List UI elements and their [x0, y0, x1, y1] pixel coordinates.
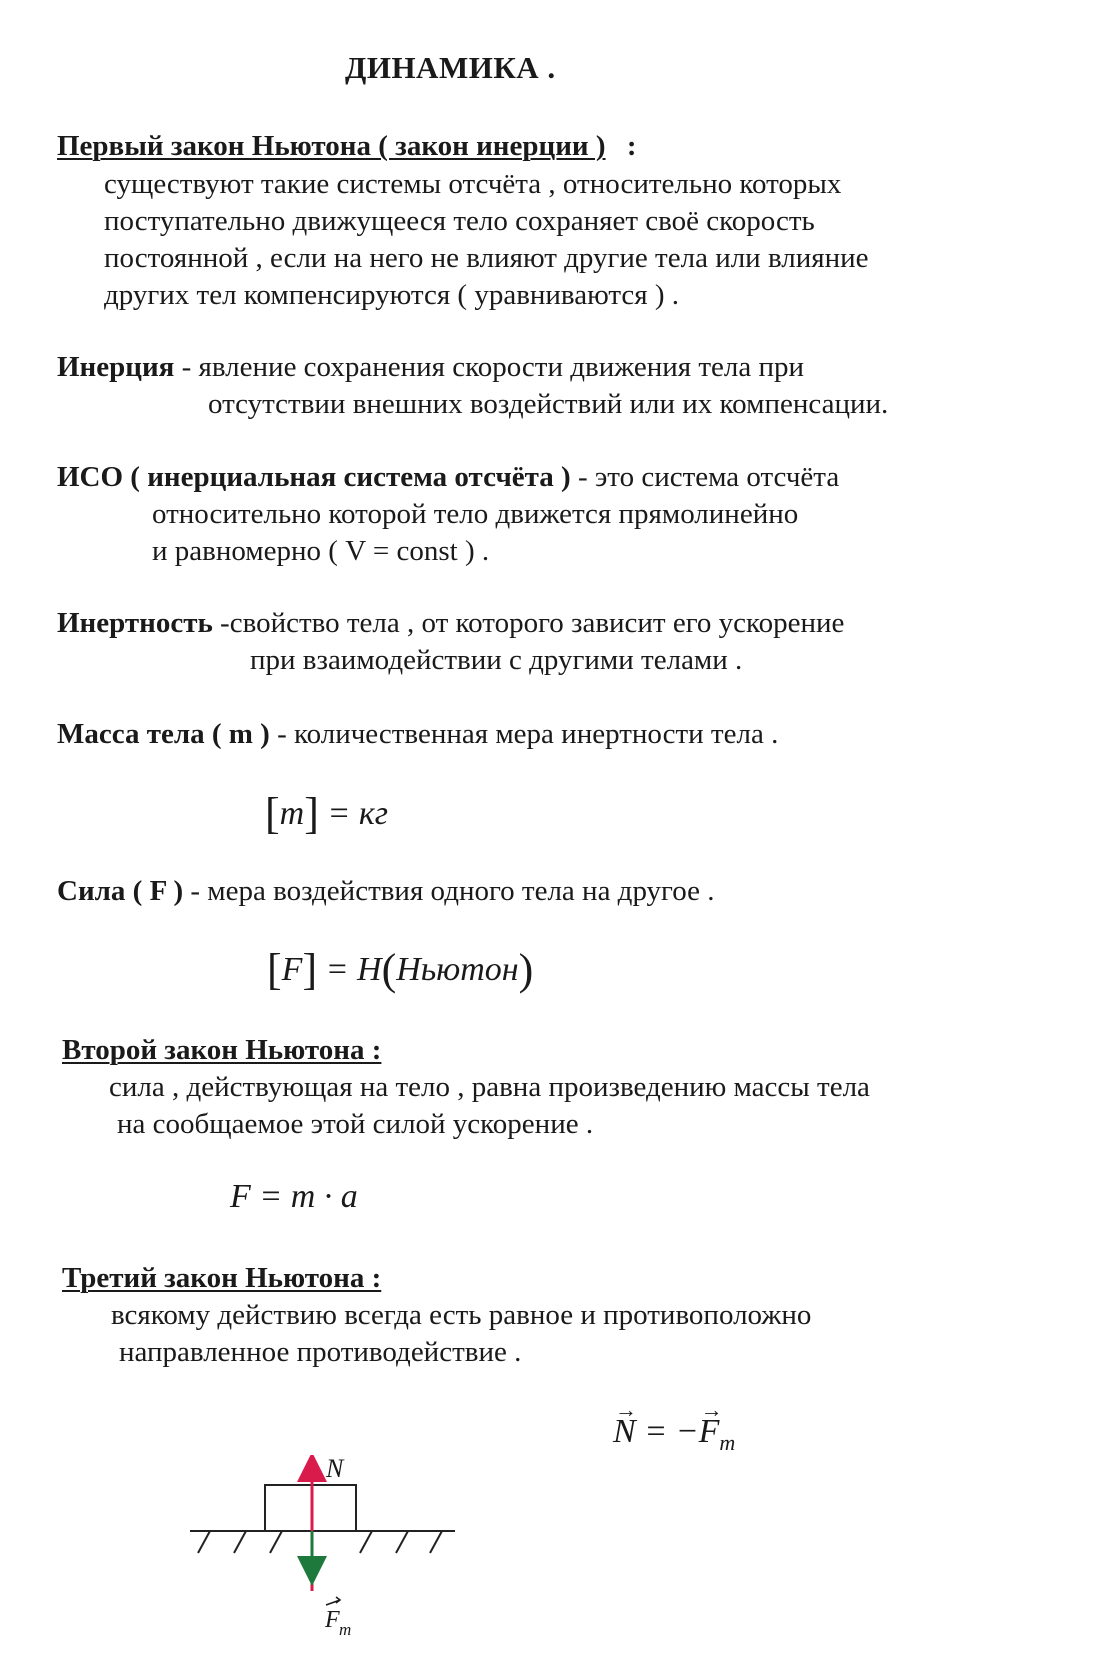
second-law-formula: F = m · a [230, 1178, 358, 1215]
formula-subscript: т [719, 1430, 736, 1455]
third-law-diagram [190, 1455, 470, 1645]
mass-definition-row [57, 716, 778, 752]
label-f: F [325, 1607, 340, 1633]
first-law-heading-row [57, 128, 636, 164]
force-unit-eq: = H [325, 951, 382, 988]
ground-hatching [198, 1531, 442, 1553]
third-law-formula [613, 1413, 735, 1456]
force-unit-var: F [281, 951, 303, 988]
inertness-term: Инертность [57, 607, 213, 639]
force-line-1: - мера воздействия одного тела на другое . [183, 875, 715, 907]
inertness-definition-row [57, 605, 844, 641]
inertia-line-2: отсутствии внешних воздействий или их компенсации. [208, 388, 889, 420]
mass-unit-formula: [m] = кг [265, 789, 388, 838]
formula-vector-f: → F [699, 1413, 720, 1451]
second-law-line-1: сила , действующая на тело , равна произведению массы тела [109, 1071, 870, 1103]
mass-unit-var: m [279, 795, 305, 832]
iso-line-3: и равномерно ( V = const ) . [152, 535, 490, 567]
mass-unit-eq: = кг [327, 795, 388, 832]
iso-term: ИСО ( инерциальная система отсчёта ) [57, 461, 571, 493]
first-law-line-3: постоянной , если на него не влияют другие тела или влияние [104, 242, 869, 274]
label-f-subscript: т [339, 1620, 352, 1639]
label-f-vector-arrow [326, 1597, 340, 1605]
third-law-line-1: всякому действию всегда есть равное и противоположно [111, 1299, 812, 1331]
iso-line-1: - это система отсчёта [570, 461, 840, 493]
force-term: Сила ( F ) [57, 875, 184, 907]
first-law-line-4: других тел компенсируются ( уравниваются ) . [104, 279, 680, 311]
second-law-heading: Второй закон Ньютона : [62, 1034, 382, 1066]
label-n: N [326, 1455, 344, 1483]
force-unit-name: Ньютон [396, 951, 519, 988]
third-law-line-2: направленное противодействие . [119, 1336, 522, 1368]
first-law-line-1: существуют такие системы отсчёта , относительно которых [104, 168, 842, 200]
page-title: ДИНАМИКА . [345, 50, 556, 85]
formula-equals-minus: = − [635, 1413, 699, 1450]
inertia-term: Инерция [57, 351, 175, 383]
third-law-heading: Третий закон Ньютона : [62, 1262, 382, 1294]
second-law-line-2: на сообщаемое этой силой ускорение . [117, 1108, 594, 1140]
inertia-definition-row [57, 349, 804, 385]
inertness-line-1: -свойство тела , от которого зависит его ускорение [212, 607, 845, 639]
mass-term: Масса тела ( m ) [57, 718, 270, 750]
first-law-colon: : [626, 130, 637, 162]
formula-vector-n: → N [613, 1413, 636, 1451]
force-unit-formula: [F] = H(Ньютон) [267, 945, 534, 994]
iso-definition-row [57, 459, 839, 495]
inertia-line-1: - явление сохранения скорости движения тела при [174, 351, 805, 383]
inertness-line-2: при взаимодействии с другими телами . [250, 644, 743, 676]
iso-line-2: относительно которой тело движется прямолинейно [152, 498, 799, 530]
first-law-line-2: поступательно движущееся тело сохраняет своё скорость [104, 205, 815, 237]
first-law-heading: Первый закон Ньютона ( закон инерции ) [57, 130, 606, 162]
mass-line-1: - количественная мера инертности тела . [269, 718, 779, 750]
force-definition-row [57, 873, 714, 909]
